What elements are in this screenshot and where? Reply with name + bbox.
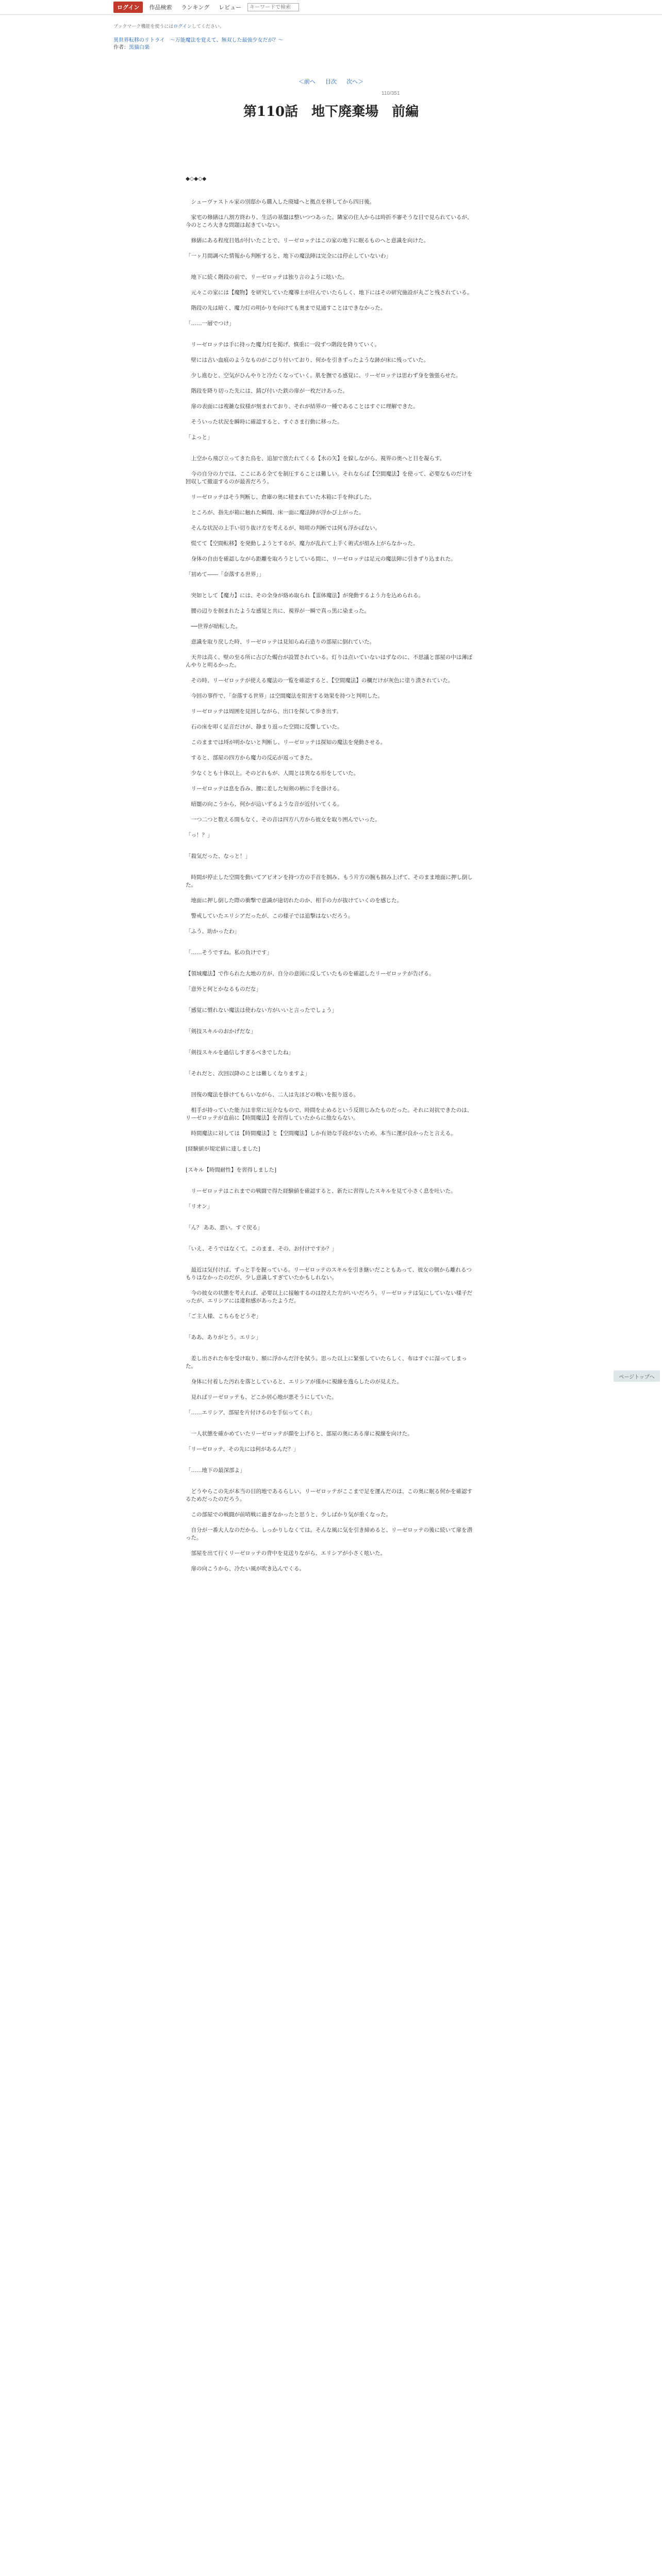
nav-review[interactable]: レビュー (219, 5, 242, 11)
novel-paragraph: 部屋を出て行くリーゼロッテの背中を見送りながら、エリシアが小さく呟いた。 (186, 1550, 386, 1556)
novel-paragraph: 「感覚に慣れない魔法は使わない方がいいと言ったでしょう」 (186, 1007, 337, 1013)
novel-paragraph: 見ればリーゼロッテも、どこか居心地が悪そうにしていた。 (186, 1394, 337, 1400)
novel-paragraph: 【領域魔法】で作られた大地の方が、自分の意図に反していたものを確認したリーゼロッテが告げる。 (186, 971, 435, 977)
novel-paragraph: 「ご主人様、こちらをどうぞ」 (186, 1313, 261, 1319)
novel-paragraph: [経験値が規定値に達しました] (186, 1146, 260, 1152)
novel-paragraph: 「いえ、そうではなくて。このまま、その、お付けですか？」 (186, 1246, 337, 1252)
top-navigation-bar (0, 0, 662, 15)
novel-paragraph: 一人状態を確かめていたリーゼロッテが顔を上げると、部屋の奥にある扉に視線を向けた。 (186, 1431, 413, 1437)
novel-paragraph: [スキル【時間耐性】を習得しました] (186, 1167, 277, 1173)
novel-paragraph: 「リオン」 (186, 1204, 213, 1210)
novel-paragraph: 扉の表面には複雑な紋様が刻まれており、それが結界の一種であることはすぐに理解できた。 (186, 403, 419, 410)
novel-paragraph: 今回の事件で、「奈落する世界」は空間魔法を阻害する効果を持つと判明した。 (186, 693, 384, 699)
novel-paragraph: リーゼロッテはこれまでの戦闘で得た経験値を確認すると、新たに習得したスキルを見て小さく息を吐いた。 (186, 1188, 456, 1194)
novel-paragraph: 少なくとも十体以上。そのどれもが、人間とは異なる形をしていた。 (186, 770, 359, 776)
novel-paragraph: 「リーゼロッテ、その先には何があるんだ？」 (186, 1446, 299, 1452)
novel-paragraph: そんな状況の上手い切り抜け方を考えるが、咄嗟の判断では何も浮かばない。 (186, 525, 380, 531)
novel-paragraph: 「それだと、次回以降のことは難しくなりますよ」 (186, 1071, 310, 1077)
novel-paragraph: 「……エリシア、部屋を片付けるのを手伝ってくれ」 (186, 1410, 316, 1416)
novel-paragraph: 自分が一番大人なのだから、しっかりしなくては。そんな風に気を引き締めると、リーゼロッテの後に続いて扉を潜った。 (186, 1527, 473, 1541)
novel-paragraph: 差し出された布を受け取り、額に浮かんだ汗を拭う。思った以上に緊張していたらしく、布はすぐに湿ってしまった。 (186, 1355, 467, 1369)
nav-search[interactable]: 作品検索 (149, 5, 172, 11)
novel-paragraph: 意識を取り戻した時、リーゼロッテは見知らぬ石造りの部屋に倒れていた。 (186, 639, 375, 645)
novel-paragraph: 「……そうですね。私の負けです」 (186, 950, 272, 956)
series-title-link[interactable]: 異世界転移のリトライ ～万能魔法を覚えて、無双した最強少女だが？～ (113, 38, 284, 43)
novel-paragraph: このままでは埒が明かないと判断し、リーゼロッテは探知の魔法を発動させる。 (186, 739, 386, 745)
chapter-title: 第110話 地下廃棄場 前編 (243, 104, 419, 120)
novel-paragraph: すると、部屋の四方から魔力の反応が返ってきた。 (186, 755, 316, 761)
novel-paragraph: 階段を降り切った先には、錆び付いた鉄の扉が一枚だけあった。 (186, 388, 348, 394)
novel-paragraph: 石の床を叩く足音だけが、静まり返った空間に反響していた。 (186, 724, 343, 730)
novel-paragraph: 家宅の修繕は八割方終わり、生活の基盤は整いつつあった。隣家の住人からは時折不審そうな目で見られているが、今のところ大きな問題は起きていない。 (186, 214, 473, 228)
nav-ranking[interactable]: ランキング (181, 5, 210, 11)
novel-paragraph: 身体の自由を確認しながら距離を取ろうとしている間に、リーゼロッテは足元の魔法陣に引きずり込まれた。 (186, 556, 456, 562)
novel-paragraph: 階段の先は暗く、魔力灯の明かりを向けても奥まで見通すことはできなかった。 (186, 305, 386, 311)
novel-paragraph: 「剣技スキルのおかげだな」 (186, 1028, 256, 1035)
notice-login-link[interactable]: ログイン (173, 24, 192, 29)
novel-paragraph: 「意外と何とかなるものだな」 (186, 986, 261, 992)
novel-paragraph: ──世界が暗転した。 (186, 623, 241, 630)
novel-paragraph: ところが、指先が箱に触れた瞬間、床一面に魔法陣が浮かび上がった。 (186, 510, 365, 516)
novel-paragraph: その時、リーゼロッテが使える魔法の一覧を確認すると、【空間魔法】の欄だけが灰色に塗り潰されていた。 (186, 677, 454, 684)
search-input[interactable] (247, 3, 299, 11)
novel-paragraph: 壁には古い血痕のようなものがこびり付いており、何かを引きずったような跡が床に残っていた。 (186, 357, 429, 363)
novel-paragraph: 警戒していたエリシアだったが、この様子では追撃はないだろう。 (186, 913, 354, 919)
novel-paragraph: この部屋での戦闘が前哨戦に過ぎなかったと思うと、少しばかり気が重くなった。 (186, 1512, 391, 1518)
novel-paragraph: 身体に付着した汚れを落としていると、エリシアが僅かに視線を逸らしたのが見えた。 (186, 1379, 402, 1385)
novel-paragraph: 元々この家には【魔物】を研究していた魔導士が住んでいたらしく、地下にはその研究施設が丸ごと残されている。 (186, 290, 473, 296)
novel-paragraph: 地下に続く階段の前で、リーゼロッテは独り言のように呟いた。 (186, 274, 348, 280)
novel-paragraph: 上空から飛び立ってきた鳥を、追加で放たれてくる【水の矢】を躱しながら、視界の奥へと目を凝らす。 (186, 455, 445, 462)
novel-paragraph: 「剣技スキルを過信しすぎるべきでしたね」 (186, 1049, 294, 1056)
novel-paragraph: リーゼロッテは周囲を見回しながら、出口を探して歩き出す。 (186, 708, 342, 715)
novel-paragraph: 「っ！？」 (186, 832, 213, 838)
novel-paragraph: 慌てて【空間転移】を発動しようとするが、魔力が乱れて上手く術式が組み上がらなかった。 (186, 540, 419, 547)
novel-paragraph: 天井は高く、壁の至る所に古びた燭台が設置されている。灯りは点いていないはずなのに、不思議と部屋の中は薄ぼんやりと明るかった。 (186, 654, 473, 668)
novel-paragraph: 「初めて――「奈落する世界」」 (186, 571, 264, 578)
novel-paragraph: 「……地下の最深部よ」 (186, 1467, 245, 1473)
novel-paragraph: 今の自分の力では、ここにある全てを制圧することは難しい。それならば【空間魔法】を使って、必要なものだけを回収して撤退するのが最善だろう。 (186, 471, 473, 485)
novel-paragraph: 「一ヶ月間調べた情報から判断すると、地下の魔法陣は完全には停止していないわ」 (186, 253, 391, 259)
novel-paragraph: 暗闇の向こうから、何かが這いずるような音が近付いてくる。 (186, 801, 343, 807)
page-number: 110/351 (382, 91, 400, 96)
novel-paragraph: 今の彼女の状態を考えれば、必要以上に接触するのは控えた方がいいだろう。リーゼロッテは気にしていない様子だったが、エリシアには違和感があったようだ。 (186, 1290, 473, 1304)
novel-paragraph: 一つ二つと数える間もなく、その音は四方八方から彼女を取り囲んでいった。 (186, 817, 380, 823)
novel-paragraph: 「ふう、助かったわ」 (186, 928, 240, 935)
novel-paragraph: 相手が持っていた能力は非常に厄介なもので、時間を止めるという反則じみたものだった。それに対抗できたのは、リーゼロッテが直前に【時間魔法】を習得していたからに他ならない。 (186, 1107, 473, 1121)
breadcrumb (113, 37, 284, 52)
toc-link[interactable]: 目次 (325, 79, 337, 85)
novel-paragraph: 突如として【魔力】には、その全身が絡め取られ【霊体魔法】が発動するよう力を込められる。 (186, 592, 424, 599)
author-label: 作者： (113, 45, 129, 50)
notice-prefix: ブックマーク機能を使うには (113, 24, 174, 29)
novel-paragraph: 時間が停止した空間を動いてアビオンを持つ方の手首を掴み、もう片方の腕も掴み上げて、そのまま地面に押し倒した。 (186, 874, 473, 888)
novel-paragraph: 扉の向こうから、冷たい風が吹き込んでくる。 (186, 1566, 305, 1572)
chapter-pager-top (0, 77, 662, 86)
novel-paragraph: 地面に押し倒した際の衝撃で意識が途切れたのか、相手の力が抜けていくのを感じた。 (186, 897, 402, 904)
novel-paragraph: 「殺気だった、なっと！」 (186, 853, 251, 859)
novel-paragraph: どうやらこの先が本当の目的地であるらしい。リーゼロッテがここまで足を運んだのは、この奥に眠る何かを確認するためだったのだろう。 (186, 1488, 473, 1502)
novel-paragraph: 時間魔法に対しては【時間魔法】と【空間魔法】しか有効な手段がないため、本当に運が良かったと言える。 (186, 1130, 456, 1137)
novel-paragraph: 「ん？ ああ、悪い。すぐ戻る」 (186, 1225, 263, 1231)
novel-paragraph: 最近は気付けば、ずっと手を握っている。リーゼロッテのスキルを引き継いだこともあって、彼女の側から離れるつもりはなかったのだが、少し意識しすぎていたかもしれない。 (186, 1267, 472, 1281)
novel-paragraph: 腰の辺りを掴まれたような感覚と共に、視界が一瞬で真っ黒に染まった。 (186, 608, 370, 614)
novel-paragraph: リーゼロッテは息を呑み、腰に差した短剣の柄に手を掛ける。 (186, 786, 343, 792)
novel-paragraph: 「……一層でつけ」 (186, 320, 235, 327)
bookmark-notice (113, 23, 224, 29)
novel-paragraph: ◆◇◆◇◆ (186, 176, 207, 182)
login-button[interactable]: ログイン (113, 2, 143, 13)
notice-suffix: してください。 (191, 24, 224, 29)
novel-paragraph: リーゼロッテはそう判断し、倉庫の奥に積まれていた木箱に手を伸ばした。 (186, 494, 375, 500)
novel-paragraph: 「よっと」 (186, 434, 213, 440)
novel-paragraph: 回復の魔法を掛けてもらいながら、二人は先ほどの戦いを振り返る。 (186, 1092, 359, 1098)
author-link[interactable]: 黒猫白楽 (129, 45, 150, 50)
novel-paragraph: そういった状況を瞬時に確認すると、すぐさま行動に移った。 (186, 419, 343, 425)
prev-chapter-link[interactable]: ＜前へ (298, 79, 316, 85)
novel-paragraph: リーゼロッテは手に持った魔力灯を掲げ、慎重に一段ずつ階段を降りていく。 (186, 342, 380, 348)
novel-body (186, 175, 474, 1581)
page-top-button[interactable]: ページトップへ (614, 1370, 660, 1382)
novel-paragraph: シューヴァストル家の別邸から購入した廃墟へと拠点を移してから四日後。 (186, 199, 375, 205)
novel-paragraph: 修繕にある程度目処が付いたことで、リーゼロッテはこの家の地下に眠るものへと意識を向けた。 (186, 238, 429, 244)
novel-paragraph: 「ああ、ありがとう。エリシ」 (186, 1334, 261, 1341)
next-chapter-link[interactable]: 次へ＞ (346, 79, 364, 85)
novel-paragraph: 少し進むと、空気がひんやりと冷たくなっていく。肌を撫でる感覚に、リーゼロッテは思わず身を強張らせた。 (186, 372, 461, 379)
